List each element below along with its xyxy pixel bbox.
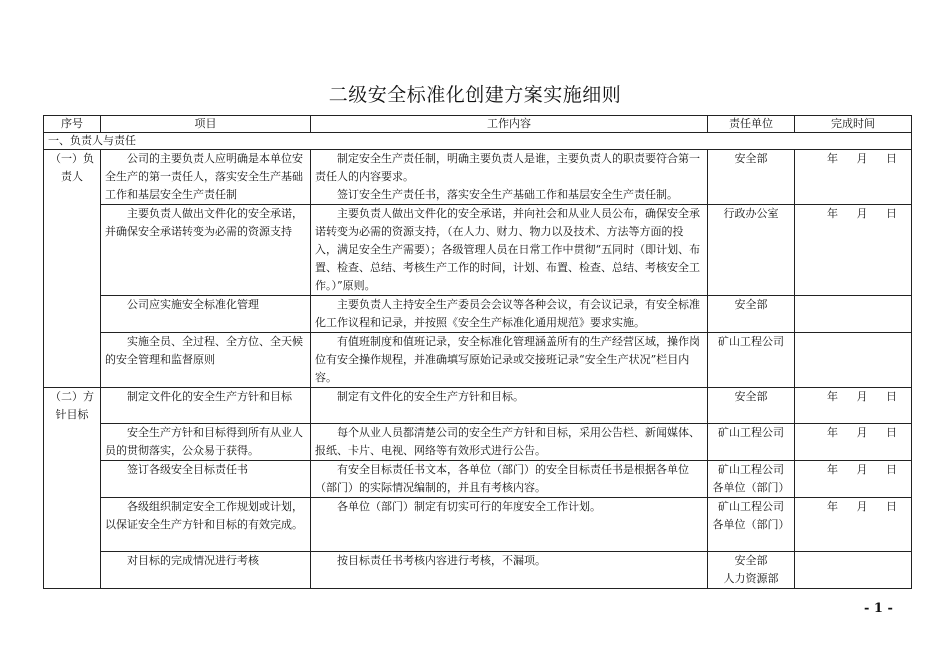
project-cell: 公司的主要负责人应明确是本单位安全生产的第一责任人，落实安全生产基础工作和基层安全生产责任制 — [101, 150, 311, 205]
content-text: 主要负责人主持安全生产委员会会议等各种会议，有会议记录，有安全标准化工作议程和记录，并按照《安全生产标准化通用规范》要求实施。 — [315, 298, 700, 329]
time-day: 日 — [886, 463, 897, 476]
section-row — [44, 133, 912, 150]
table-row — [44, 296, 912, 333]
project-cell: 安全生产方针和目标得到所有从业人员的贯彻落实，公众易于获得。 — [101, 424, 311, 461]
time-cell — [795, 388, 912, 424]
unit-cell: 安全部 — [708, 388, 795, 424]
content-cell — [311, 424, 708, 461]
unit-line-2: 各单位（部门） — [712, 481, 790, 494]
table-row — [44, 552, 912, 589]
page-number: - 1 - — [864, 601, 893, 616]
header-project: 项目 — [101, 116, 311, 133]
content-cell — [311, 205, 708, 296]
time-day: 日 — [886, 390, 897, 403]
time-day: 日 — [886, 207, 897, 220]
content-text-2: 签订安全生产责任书，落实安全生产基础工作和基层安全生产责任制。 — [337, 188, 678, 201]
time-year: 年 — [827, 152, 838, 165]
table-row — [44, 205, 912, 296]
group-label-1: （一）负责人 — [44, 150, 101, 388]
section-title: 一、负责人与责任 — [44, 133, 912, 150]
group-label-2: （二）方针目标 — [44, 388, 101, 589]
content-text: 每个从业人员都清楚公司的安全生产方针和目标，采用公告栏、新闻媒体、报纸、卡片、电视、网络等有效形式进行公告。 — [315, 426, 700, 457]
project-cell: 主要负责人做出文件化的安全承诺，并确保安全承诺转变为必需的资源支持 — [101, 205, 311, 296]
time-cell — [795, 424, 912, 461]
time-cell — [795, 205, 912, 296]
unit-cell: 安全部 — [708, 296, 795, 333]
time-day: 日 — [886, 152, 897, 165]
time-year: 年 — [827, 463, 838, 476]
time-cell — [795, 552, 912, 589]
project-cell: 实施全员、全过程、全方位、全天候的安全管理和监督原则 — [101, 333, 311, 388]
document-title: 二级安全标准化创建方案实施细则 — [328, 84, 622, 106]
header-unit: 责任单位 — [708, 116, 795, 133]
unit-line-2: 人力资源部 — [723, 572, 779, 585]
time-year: 年 — [827, 500, 838, 513]
table-row — [44, 333, 912, 388]
content-text: 各单位（部门）制定有切实可行的年度安全工作计划。 — [337, 500, 601, 513]
unit-cell: 安全部 — [708, 150, 795, 205]
content-text: 有值班制度和值班记录，安全标准化管理涵盖所有的生产经营区域，操作岗位有安全操作规程，并准确填写原始记录或交接班记录“安全生产状况”栏目内容。 — [315, 335, 700, 384]
content-text: 制定有文件化的安全生产方针和目标。 — [337, 390, 524, 403]
time-year: 年 — [827, 390, 838, 403]
time-cell — [795, 461, 912, 498]
content-text: 按目标责任书考核内容进行考核，不漏项。 — [337, 554, 546, 567]
unit-cell — [708, 552, 795, 589]
unit-cell — [708, 461, 795, 498]
time-cell — [795, 296, 912, 333]
unit-cell: 矿山工程公司 — [708, 424, 795, 461]
content-cell — [311, 388, 708, 424]
time-month: 月 — [856, 463, 868, 476]
project-cell: 对目标的完成情况进行考核 — [101, 552, 311, 589]
time-day: 日 — [886, 426, 897, 439]
time-month: 月 — [856, 390, 868, 403]
table-row — [44, 498, 912, 552]
time-cell — [795, 498, 912, 552]
content-cell — [311, 150, 708, 205]
unit-cell — [708, 498, 795, 552]
time-month: 月 — [856, 500, 868, 513]
content-cell — [311, 461, 708, 498]
table-row — [44, 461, 912, 498]
content-text: 制定安全生产责任制，明确主要负责人是谁，主要负责人的职责要符合第一责任人的内容要求。 — [315, 152, 700, 183]
content-text: 主要负责人做出文件化的安全承诺，并向社会和从业人员公布，确保安全承诺转变为必需的资源支持，（在人力、财力、物力以及技术、方法等方面的投入，满足安全生产需要）；各级管理人员在日常工作中贯彻“五同时（即计划、布置、检查、总结、考核生产工作的时间，计划、布置、检查、总结、考核安全工作。）”原则。 — [315, 207, 701, 292]
content-text: 有安全目标责任书文本，各单位（部门）的安全目标责任书是根据各单位（部门）的实际情况编制的，并且有考核内容。 — [315, 463, 689, 494]
table-row — [44, 388, 912, 424]
time-cell — [795, 150, 912, 205]
time-month: 月 — [856, 207, 868, 220]
time-year: 年 — [827, 207, 838, 220]
project-cell: 公司应实施安全标准化管理 — [101, 296, 311, 333]
project-cell: 制定文件化的安全生产方针和目标 — [101, 388, 311, 424]
time-year: 年 — [827, 426, 838, 439]
content-cell — [311, 296, 708, 333]
project-cell: 签订各级安全目标责任书 — [101, 461, 311, 498]
content-cell — [311, 498, 708, 552]
unit-cell: 矿山工程公司 — [708, 333, 795, 388]
unit-line-2: 各单位（部门） — [712, 518, 790, 531]
table-row — [44, 424, 912, 461]
table-header-row — [44, 116, 912, 133]
time-month: 月 — [856, 152, 868, 165]
unit-line-1: 矿山工程公司 — [718, 500, 784, 513]
unit-line-1: 安全部 — [734, 554, 768, 567]
unit-line-1: 矿山工程公司 — [718, 463, 784, 476]
header-no: 序号 — [44, 116, 101, 133]
project-cell: 各级组织制定安全工作规划或计划，以保证安全生产方针和目标的有效完成。 — [101, 498, 311, 552]
implementation-table — [43, 115, 912, 589]
time-day: 日 — [886, 500, 897, 513]
content-cell — [311, 333, 708, 388]
header-time: 完成时间 — [795, 116, 912, 133]
content-cell — [311, 552, 708, 589]
header-content: 工作内容 — [311, 116, 708, 133]
time-cell — [795, 333, 912, 388]
time-month: 月 — [856, 426, 868, 439]
table-row — [44, 150, 912, 205]
unit-cell: 行政办公室 — [708, 205, 795, 296]
